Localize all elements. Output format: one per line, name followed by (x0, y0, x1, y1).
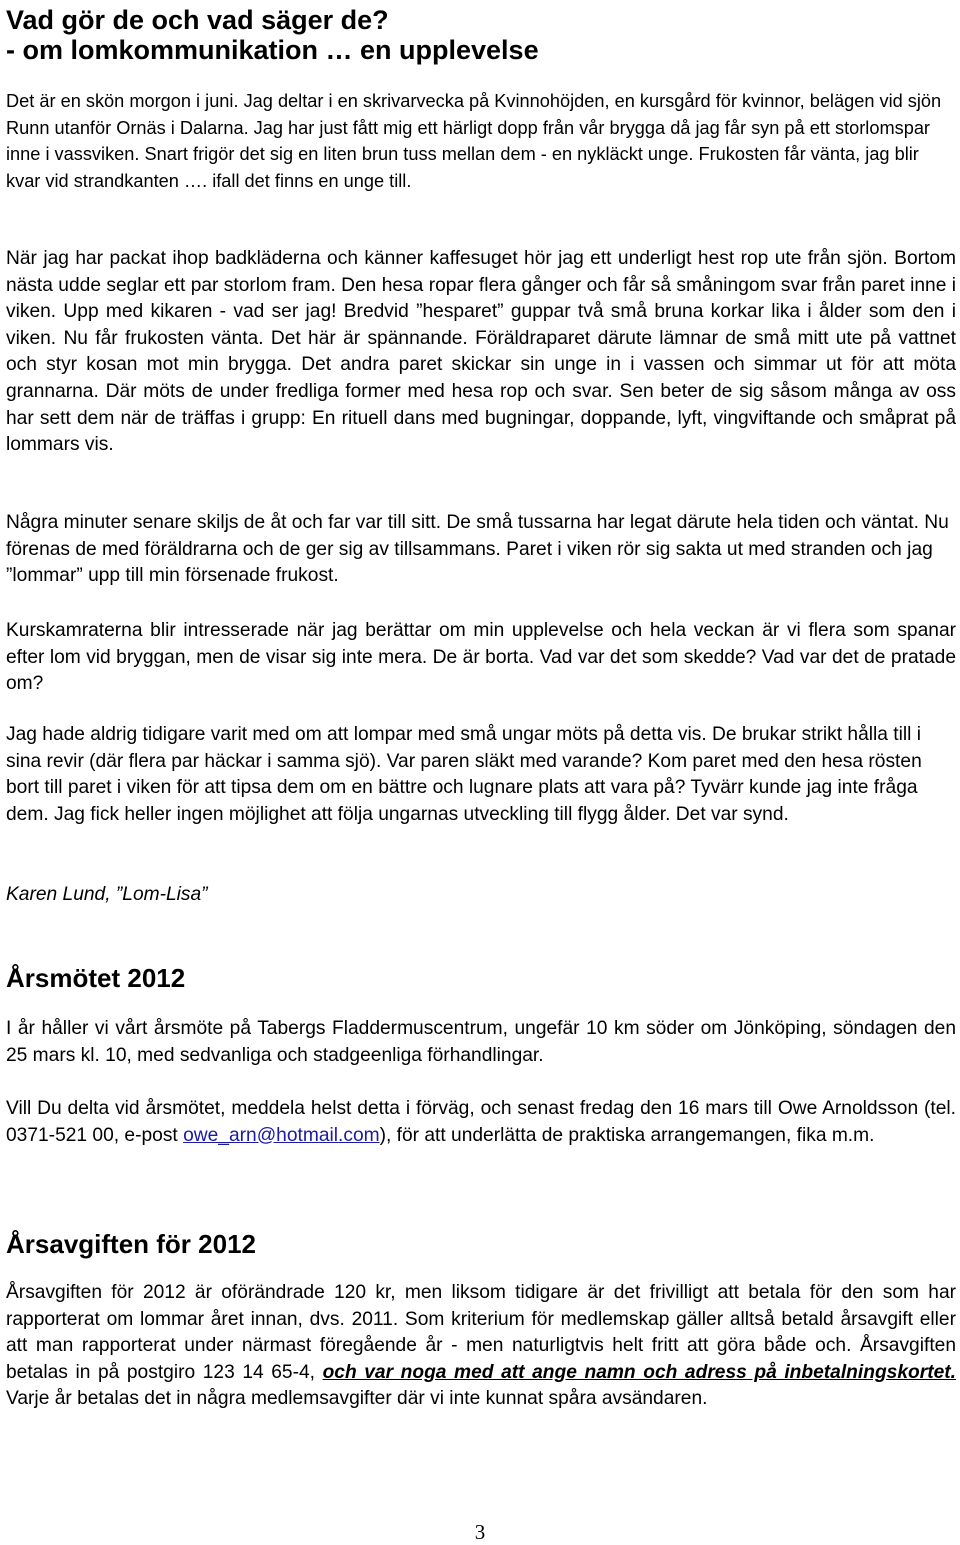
arsmote-text-after-email: ), för att underlätta de praktiska arrangemangen, fika m.m. (379, 1124, 875, 1146)
arsmote-text-before-email: Vill Du delta vid årsmötet, meddela helst detta i förväg, och senast fredag den 16 mars till Owe Arnoldsson (tel. 0371-521 00, e-post (6, 1098, 956, 1146)
article-paragraph-4: Kurskamraterna blir intresserade när jag berättar om min upplevelse och hela veckan är vi flera som spanar efter lom vid bryggan, men de visar sig inte mera. De är borta. Vad var det som skedde? Vad var det de pratade om? (6, 620, 956, 695)
article-title-line-2: - om lomkommunikation … en upplevelse (6, 35, 539, 65)
article-signature: Karen Lund, ”Lom-Lisa” (6, 884, 208, 905)
email-link[interactable]: owe_arn@hotmail.com (183, 1124, 380, 1146)
section-heading-arsavgiften: Årsavgiften för 2012 (6, 1229, 256, 1259)
arsavgift-emphasis: och var noga med att ange namn och adress på inbetalningskortet. (322, 1361, 956, 1383)
page-number: 3 (474, 1520, 486, 1544)
arsavgift-text-before: Årsavgiften för 2012 är oförändrade 120 kr, men liksom tidigare är det frivilligt att betala för den som har rapporterat om lommar året innan, dvs. 2011. Som kriterium för medlemskap gäller alltså betald årsavgift eller att man rapporterat under närmast föregående år - men naturligtvis helt fritt att göra både och. Årsavgiften betalas in på postgiro 123 14 65-4, (6, 1282, 956, 1383)
arsavgift-paragraph (6, 1280, 956, 1413)
article-paragraph-1: Det är en skön morgon i juni. Jag deltar i en skrivarvecka på Kvinnohöjden, en kursgård för kvinnor, belägen vid sjön Runn utanför Ornäs i Dalarna. Jag har just fått mig ett härligt dopp från vår brygga då jag får syn på ett storlomspar inne i vassviken. Snart frigör det sig en liten brun tuss mellan dem - en nykläckt unge. Frukosten får vänta, jag blir kvar vid strandkanten …. ifall det finns en unge till. (6, 91, 942, 191)
arsmote-paragraph-2 (6, 1096, 956, 1149)
section-heading-arsmotet: Årsmötet 2012 (6, 963, 186, 993)
article-paragraph-3: Några minuter senare skiljs de åt och far var till sitt. De små tussarna har legat därute hela tiden och väntat. Nu förenas de med föräldrarna och de ger sig av tillsammans. Paret i viken rör sig sakta ut med stranden och jag ”lommar” upp till min försenade frukost. (6, 512, 949, 587)
arsmote-paragraph-1: I år håller vi vårt årsmöte på Tabergs Fladdermuscentrum, ungefär 10 km söder om Jönköping, söndagen den 25 mars kl. 10, med sedvanliga och stadgeenliga förhandlingar. (6, 1018, 956, 1066)
article-title-line-1: Vad gör de och vad säger de? (6, 5, 389, 35)
article-paragraph-2: När jag har packat ihop badkläderna och känner kaffesuget hör jag ett underligt hest rop ute från sjön. Bortom nästa udde seglar ett par storlom fram. Den hesa ropar flera gånger och får så småningom svar från paret inne i viken. Upp med kikaren - vad ser jag! Bredvid ”hesparet” guppar två små bruna korkar lika i ålder som den i viken. Nu får frukosten vänta. Det här är spännande. Föräldraparet därute lämnar de små mitt ute på vattnet och styr kosan mot min brygga. Det andra paret skickar sin unge in i vassen och simmar ut för att möta grannarna. Där möts de under fredliga former med hesa rop och svar. Sen beter de sig såsom många av oss har sett dem när de träffas i grupp: En rituell dans med bugningar, doppande, lyft, vingviftande och småprat på lommars vis. (6, 248, 956, 456)
arsavgift-text-after: Varje år betalas det in några medlemsavgifter där vi inte kunnat spåra avsändaren. (6, 1388, 708, 1410)
article-paragraph-5: Jag hade aldrig tidigare varit med om att lompar med små ungar möts på detta vis. De brukar strikt hålla till i sina revir (där flera par häckar i samma sjö). Var paren släkt med varande? Kom paret med den hesa rösten bort till paret i viken för att tipsa dem om en bättre och lugnare plats att vara på? Tyvärr kunde jag inte fråga dem. Jag fick heller ingen möjlighet att följa ungarnas utveckling till flygg ålder. Det var synd. (6, 724, 922, 825)
